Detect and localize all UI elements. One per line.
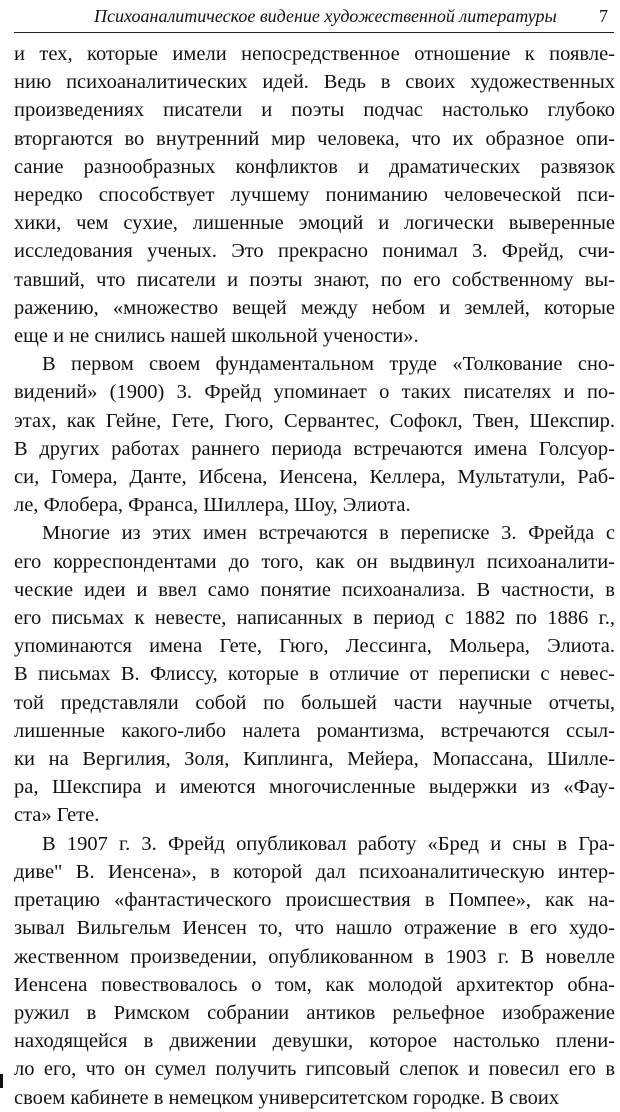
text-line: своем кабинете в немецком университетском городке. В своих bbox=[14, 1086, 560, 1109]
text-line: ческие идеи и ввел само понятие психоанализа. В частности, в bbox=[14, 578, 615, 601]
page-edge-mark bbox=[0, 1074, 3, 1088]
text-line: Многие из этих имен встречаются в переписке 3. Фрейда с bbox=[42, 522, 615, 545]
paragraph bbox=[14, 350, 615, 519]
text-line: той представляли собой по большей части научные отчеты, bbox=[14, 691, 615, 714]
text-line: нередко способствует лучшему пониманию человеческой пси- bbox=[14, 184, 615, 207]
text-line: ра, Шекспира и имеются многочисленные выдержки из «Фау- bbox=[14, 776, 615, 799]
text-line: диве" В. Иенсена», в которой дал психоаналитическую интер- bbox=[14, 860, 615, 883]
text-line: В других работах раннего периода встречаются имена Голсуор- bbox=[14, 437, 615, 460]
running-title: Психоаналитическое видение художественной литературы bbox=[94, 6, 557, 26]
text-line: этах, как Гейне, Гете, Гюго, Сервантес, Софокл, Твен, Шекспир. bbox=[14, 409, 615, 432]
text-line: В письмах В. Флиссу, которые в отличие от переписки с невес- bbox=[14, 663, 615, 686]
page-number: 7 bbox=[599, 6, 608, 26]
text-line: си, Гомера, Данте, Ибсена, Иенсена, Келлера, Мультатули, Раб- bbox=[14, 466, 615, 489]
text-line: видений» (1900) 3. Фрейд упоминает о таких писателях и по- bbox=[14, 381, 615, 404]
text-line: ки на Вергилия, Золя, Киплинга, Мейера, Мопассана, Шилле- bbox=[14, 748, 615, 771]
text-line: вторгаются во внутренний мир человека, что их образное опи- bbox=[14, 127, 615, 150]
text-line: ле, Флобера, Франса, Шиллера, Шоу, Элиота. bbox=[14, 494, 411, 517]
text-line: нию психоаналитических идей. Ведь в своих художественных bbox=[14, 71, 615, 94]
text-line: ражению, «множество вещей между небом и землей, которые bbox=[14, 296, 615, 319]
text-line: его письмах к невесте, написанных в период с 1882 по 1886 г., bbox=[14, 607, 615, 630]
paragraph bbox=[14, 830, 615, 1112]
text-line: жественном произведении, опубликованном в 1903 г. В новелле bbox=[14, 945, 615, 968]
paragraph bbox=[14, 40, 615, 350]
text-line: лишенные какого-либо налета романтизма, встречаются ссыл- bbox=[14, 719, 615, 742]
text-line: сание разнообразных конфликтов и драматических развязок bbox=[14, 155, 615, 178]
running-header bbox=[14, 4, 614, 33]
text-line: упоминаются имена Гете, Гюго, Лессинга, Мольера, Элиота. bbox=[14, 635, 615, 658]
text-line: претацию «фантастического происшествия в Помпее», как на- bbox=[14, 889, 615, 912]
text-line: ста» Гете. bbox=[14, 804, 100, 827]
text-line: хики, чем сухие, лишенные эмоций и логически выверенные bbox=[14, 212, 615, 235]
paragraph bbox=[14, 519, 615, 829]
text-line: и тех, которые имели непосредственное отношение к появле- bbox=[14, 43, 615, 65]
text-line: зывал Вильгельм Иенсен то, что нашло отражение в его худо- bbox=[14, 917, 615, 940]
text-line: еще и не снились нашей школьной учености». bbox=[14, 325, 419, 348]
text-line: исследования ученых. Это прекрасно понимал 3. Фрейд, счи- bbox=[14, 240, 615, 263]
text-line: В 1907 г. 3. Фрейд опубликовал работу «Бред и сны в Гра- bbox=[42, 832, 615, 855]
body-text bbox=[14, 40, 615, 1112]
text-line: Иенсена повествовалось о том, как молодой архитектор обна- bbox=[14, 973, 615, 996]
text-line: ло его, что он сумел получить гипсовый слепок и повесил его в bbox=[14, 1058, 615, 1081]
text-line: произведениях писатели и поэты подчас настолько глубоко bbox=[14, 99, 615, 122]
text-line: тавший, что писатели и поэты знают, по его собственному вы- bbox=[14, 268, 615, 291]
text-line: его корреспондентами до того, как он выдвинул психоаналити- bbox=[14, 550, 615, 573]
text-line: В первом своем фундаментальном труде «Толкование сно- bbox=[42, 353, 615, 376]
text-line: ружил в Римском собрании антиков рельефное изображение bbox=[14, 1001, 615, 1024]
text-line: находящейся в движении девушки, которое настолько плени- bbox=[14, 1030, 615, 1053]
